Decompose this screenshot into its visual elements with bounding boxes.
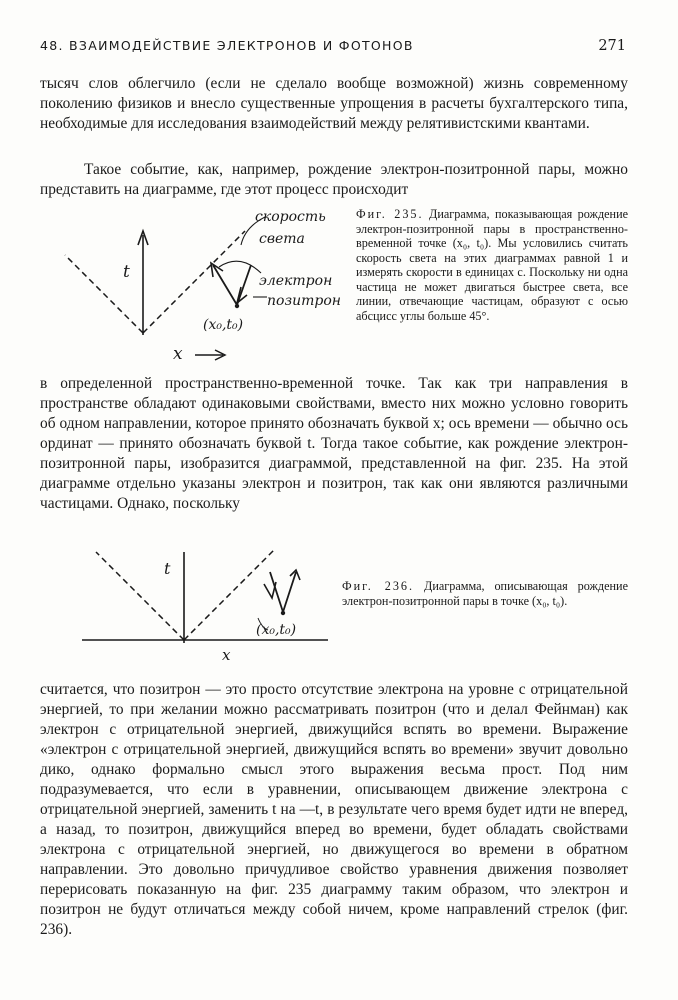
label-electron: электрон [259,273,333,289]
paragraph-4: считается, что позитрон — это просто отсутствие электрона на уровне с отрицательной энергией, то при желании можно рассматривать позитрон (что и делал Фейнман) как электрон с отрицательной энергией, движущийся вспять во времени. Выражение «электрон с отрицательной энергией, движущийся вспять во времени» звучит довольно дико, однако формально смысл этого выражения весьма прост. Под ним подразумевается, что если в уравнении, описывающем движение электрона с отрицательной энергией, заменить t на —t, в результате чего время будет идти не вперед, а назад, то позитрон, движущийся вперед во времени, будет обладать свойствами электрона с отрицательной энергией, но движущегося во времени в обратном направлении. Это довольно причудливое свойство уравнения движения позволяет перерисовать показанную на фиг. 235 диаграмму таким образом, что электрон и позитрон не будут отличаться между собой ничем, кроме направлений стрелок (фиг. 236). [40,681,628,938]
electron-pointer [219,261,261,273]
page-header [40,38,626,54]
figure-236-caption [342,579,628,608]
label-x: x [173,344,183,364]
paragraph-2: Такое событие, как, например, рождение электрон-позитронной пары, можно представить на диаграмме, где этот процесс происходит [40,161,628,198]
positron-line [283,572,296,612]
label-speed-1: скорость [255,209,326,225]
electron-line [270,572,283,612]
caption-236-label: Фиг. 236. [342,579,415,593]
light-line-left [65,255,143,333]
section-title: 48. ВЗАИМОДЕЙСТВИЕ ЭЛЕКТРОНОВ И ФОТОНОВ [40,38,414,53]
caption-236-text: Диаграмма, описывающая рождение электрон-позитронной пары в точке (x₀, t₀). [342,579,628,608]
page-number: 271 [598,38,626,54]
label-point: (x₀,t₀) [256,622,297,638]
label-speed-2: света [259,231,305,247]
figure-236-diagram [80,548,340,670]
label-point: (x₀,t₀) [203,317,244,333]
figure-235-caption [356,207,628,323]
event-point [235,304,239,308]
caption-235-label: Фиг. 235. [356,207,424,221]
paragraph-3: в определенной пространственно-временной точке. Так как три направления в пространстве обладают одинаковыми свойствами, вместо них можно условно говорить об одном направлении, которое принято обозначать буквой x; ось времени — обычно ось ординат — принято обозначать буквой t. Тогда такое событие, как рождение электрон-позитронной пары, изобразится диаграммой, представленной на фиг. 235. На этой диаграмме отдельно указаны электрон и позитрон, так как они являются различными частицами. Однако, поскольку [40,375,628,512]
label-positron: позитрон [267,293,341,309]
figure-235-diagram [95,205,355,370]
paragraph-1: тысяч слов облегчило (если не сделало вообще возможной) жизнь современному поколению физиков и внесло существенные упрощения в расчеты бухгалтерского типа, необходимые для исследования взаимодействий между релятивистскими квантами. [40,75,628,132]
label-x: x [222,646,231,664]
caption-235-text: Диаграмма, показывающая рождение электрон-позитронной пары в пространственно-временной точке (x₀, t₀). Мы условились считать скорость света на этих диаграммах равной 1 и измерять скорости в единицах c. Поскольку ни одна частица не может двигаться быстрее света, все линии, отвечающие частицам, образуют с осью абсцисс углы больше 45°. [356,207,629,323]
electron-line [213,265,237,305]
label-t: t [164,559,171,578]
label-t: t [123,262,130,282]
positron-line [237,265,251,305]
event-point [281,611,285,615]
light-line-left [96,552,184,640]
